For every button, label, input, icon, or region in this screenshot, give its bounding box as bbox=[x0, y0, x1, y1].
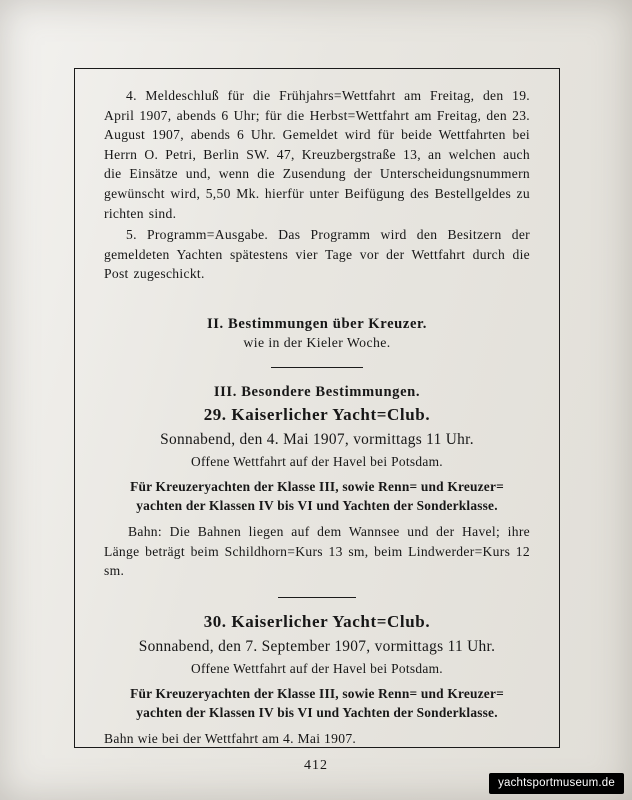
section-divider-rule bbox=[271, 367, 363, 368]
event-classes-29 bbox=[104, 477, 530, 515]
event-number: 29. bbox=[203, 404, 227, 424]
event-subtitle-30: Offene Wettfahrt auf der Havel bei Potsdam. bbox=[191, 660, 443, 676]
event-divider-rule bbox=[278, 597, 356, 598]
event-club-name: Kaiserlicher Yacht=Club. bbox=[231, 404, 431, 424]
section-heading-two: II. Bestimmungen über Kreuzer. bbox=[206, 315, 428, 332]
event-classes-line-2: yachten der Klassen IV bis VI und Yachten der Sonderklasse. bbox=[136, 497, 498, 513]
event-number: 30. bbox=[203, 611, 227, 631]
watermark-badge bbox=[489, 773, 624, 794]
event-classes-line-1: Für Kreuzeryachten der Klasse III, sowie Renn= und Kreuzer= bbox=[130, 685, 504, 701]
event-title-29 bbox=[104, 405, 530, 425]
event-date-29: Sonnabend, den 4. Mai 1907, vormittags 11 Uhr. bbox=[160, 430, 474, 448]
event-club-name: Kaiserlicher Yacht=Club. bbox=[231, 611, 431, 631]
event-date-30: Sonnabend, den 7. September 1907, vormittags 11 Uhr. bbox=[138, 637, 496, 655]
event-classes-line-1: Für Kreuzeryachten der Klasse III, sowie Renn= und Kreuzer= bbox=[130, 478, 504, 494]
paragraph-item-4 bbox=[104, 86, 530, 223]
event-course-30 bbox=[104, 729, 530, 749]
event-course-text: Die Bahnen liegen auf dem Wannsee und der Havel; ihre Länge beträgt beim Schildhorn=Kurs 13 sm, beim Lindwerder=Kurs 12 sm. bbox=[104, 523, 530, 579]
spacer bbox=[104, 286, 530, 300]
page-content bbox=[104, 86, 530, 750]
section-subheading-two: wie in der Kieler Woche. bbox=[243, 334, 391, 350]
paragraph-text: 5. Programm=Ausgabe. Das Programm wird den Besitzern der gemeldeten Yachten spätestens vier Tage vor der Wettfahrt durch die Post zugeschickt. bbox=[104, 227, 530, 282]
event-course-text: wie bei der Wettfahrt am 4. Mai 1907. bbox=[137, 730, 357, 746]
section-heading-three: III. Besondere Bestimmungen. bbox=[213, 383, 421, 400]
event-classes-line-2: yachten der Klassen IV bis VI und Yachten der Sonderklasse. bbox=[136, 704, 498, 720]
event-course-29 bbox=[104, 522, 530, 581]
event-classes-30 bbox=[104, 684, 530, 722]
event-course-label: Bahn bbox=[104, 730, 134, 746]
event-course-label: Bahn: bbox=[128, 523, 162, 539]
paragraph-item-5 bbox=[104, 225, 530, 284]
event-subtitle-29: Offene Wettfahrt auf der Havel bei Potsdam. bbox=[191, 453, 443, 469]
page-number: 412 bbox=[304, 758, 328, 773]
event-title-30 bbox=[104, 612, 530, 632]
watermark-text: yachtsportmuseum.de bbox=[498, 777, 615, 789]
paragraph-text: 4. Meldeschluß für die Frühjahrs=Wettfahrt am Freitag, den 19. April 1907, abends 6 Uhr; für die Herbst=Wettfahrt am Freitag, den 23. August 1907, abends 6 Uhr. Gemeldet wird für beide Wettfahrten bei Herrn O. Petri, Berlin SW. 47, Kreuzbergstraße 13, an welchen auch die Einsätze und, wenn die Zusendung der Unterscheidungsnummern gewünscht wird, 5,50 Mk. hierfür unter Beifügung des Bestellgeldes zu richten sind. bbox=[104, 88, 530, 221]
